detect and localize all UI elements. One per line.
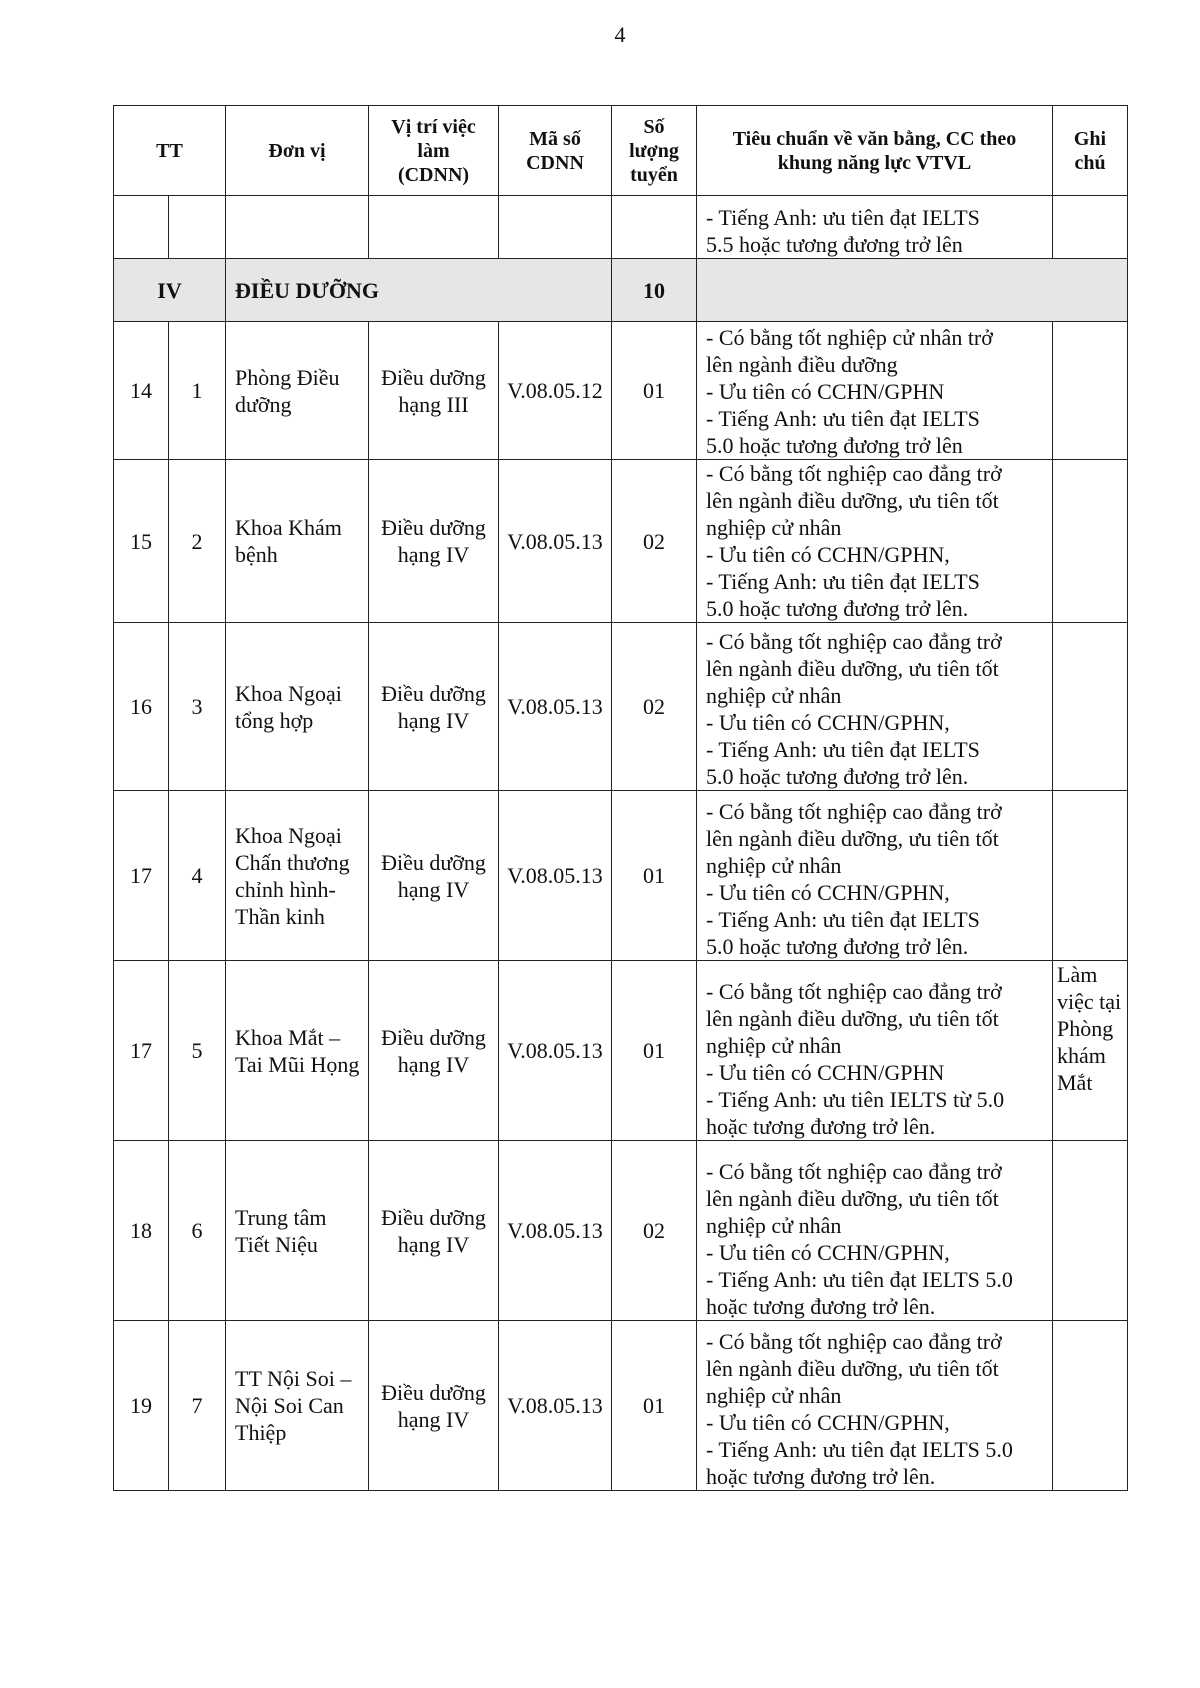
recruitment-table: [113, 105, 1128, 1491]
standard-line: - Tiếng Anh: ưu tiên đạt IELTS 5.0: [706, 1267, 1013, 1292]
continuation-standards: [697, 196, 1053, 259]
standard-line: nghiệp cử nhân: [706, 1033, 842, 1058]
standard-line: - Tiếng Anh: ưu tiên đạt IELTS 5.0: [706, 1437, 1013, 1462]
section-title: ĐIỀU DƯỠNG: [226, 259, 612, 322]
standard-line: hoặc tương đương trở lên.: [706, 1294, 936, 1319]
standard-line: lên ngành điều dưỡng, ưu tiên tốt: [706, 656, 999, 681]
standard-line: hoặc tương đương trở lên.: [706, 1464, 936, 1489]
header-vi-tri: Vị trí việc làm (CDNN): [369, 106, 499, 196]
cell-stt: 3: [169, 623, 226, 791]
cell-tieu-chuan: [697, 791, 1053, 961]
cell-don-vi: Khoa Ngoại Chấn thương chỉnh hình-Thần kinh: [226, 791, 369, 961]
cell-so-luong: 01: [612, 961, 697, 1141]
header-tieu-chuan: Tiêu chuẩn về văn bằng, CC theo khung năng lực VTVL: [697, 106, 1053, 196]
standard-line: - Ưu tiên có CCHN/GPHN,: [706, 1240, 950, 1265]
standard-line: hoặc tương đương trở lên.: [706, 1114, 936, 1139]
table-row: [114, 1141, 1128, 1321]
standard-line: - Có bằng tốt nghiệp cao đẳng trở: [706, 629, 1002, 654]
cell-tieu-chuan: [697, 961, 1053, 1141]
header-don-vi: Đơn vị: [226, 106, 369, 196]
standard-line: lên ngành điều dưỡng, ưu tiên tốt: [706, 826, 999, 851]
cell-ma-so: V.08.05.13: [499, 961, 612, 1141]
cell-ghi-chu: Làm việc tại Phòng khám Mắt: [1053, 961, 1128, 1141]
cell-so-luong: 02: [612, 1141, 697, 1321]
cell-ghi-chu: [1053, 623, 1128, 791]
standard-line: lên ngành điều dưỡng, ưu tiên tốt: [706, 488, 999, 513]
standard-line: nghiệp cử nhân: [706, 853, 842, 878]
standard-line: 5.0 hoặc tương đương trở lên.: [706, 596, 969, 621]
cell-ghi-chu: [1053, 1321, 1128, 1491]
cell-don-vi: Phòng Điều dưỡng: [226, 322, 369, 460]
section-count: 10: [612, 259, 697, 322]
cell-tieu-chuan: [697, 623, 1053, 791]
standard-line: - Tiếng Anh: ưu tiên đạt IELTS: [706, 406, 980, 431]
table-row: [114, 623, 1128, 791]
standard-line: - Có bằng tốt nghiệp cao đẳng trở: [706, 799, 1002, 824]
standard-line: 5.0 hoặc tương đương trở lên.: [706, 764, 969, 789]
table-row: [114, 460, 1128, 623]
cell-ghi-chu: [1053, 322, 1128, 460]
cell-so-luong: 01: [612, 322, 697, 460]
cell-vi-tri: Điều dưỡng hạng IV: [369, 460, 499, 623]
cell-so-luong: 02: [612, 623, 697, 791]
cell-tt: 17: [114, 961, 169, 1141]
cell-tt: 17: [114, 791, 169, 961]
standard-line: - Tiếng Anh: ưu tiên đạt IELTS: [706, 907, 980, 932]
cell-ghi-chu: [1053, 1141, 1128, 1321]
table-row: [114, 961, 1128, 1141]
cell-stt: 1: [169, 322, 226, 460]
cell-don-vi: TT Nội Soi – Nội Soi Can Thiệp: [226, 1321, 369, 1491]
cell-vi-tri: Điều dưỡng hạng IV: [369, 1141, 499, 1321]
standard-line: - Ưu tiên có CCHN/GPHN,: [706, 880, 950, 905]
cell-stt: 5: [169, 961, 226, 1141]
cell-tieu-chuan: [697, 1321, 1053, 1491]
standard-line: - Có bằng tốt nghiệp cao đẳng trở: [706, 1159, 1002, 1184]
standard-line: - Ưu tiên có CCHN/GPHN: [706, 379, 945, 404]
cell-stt: 4: [169, 791, 226, 961]
cell-ma-so: V.08.05.13: [499, 623, 612, 791]
cell-don-vi: Khoa Mắt – Tai Mũi Họng: [226, 961, 369, 1141]
standard-line: lên ngành điều dưỡng, ưu tiên tốt: [706, 1186, 999, 1211]
standard-line: 5.0 hoặc tương đương trở lên.: [706, 934, 969, 959]
table-row: [114, 791, 1128, 961]
cell-so-luong: 01: [612, 1321, 697, 1491]
table-row: [114, 322, 1128, 460]
cell-ma-so: V.08.05.13: [499, 1141, 612, 1321]
standard-line: - Ưu tiên có CCHN/GPHN,: [706, 710, 950, 735]
cell-tt: 16: [114, 623, 169, 791]
standard-line: - Có bằng tốt nghiệp cao đẳng trở: [706, 979, 1002, 1004]
standard-line: lên ngành điều dưỡng, ưu tiên tốt: [706, 1356, 999, 1381]
cell-ma-so: V.08.05.13: [499, 791, 612, 961]
cell-tt: 14: [114, 322, 169, 460]
standard-line: 5.0 hoặc tương đương trở lên: [706, 433, 963, 458]
header-tt: TT: [114, 106, 226, 196]
cell-tt: 15: [114, 460, 169, 623]
continuation-row: [114, 196, 1128, 259]
cell-stt: 6: [169, 1141, 226, 1321]
header-row: [114, 106, 1128, 196]
cell-tt: 18: [114, 1141, 169, 1321]
cell-ma-so: V.08.05.13: [499, 1321, 612, 1491]
header-so-luong: Số lượng tuyển: [612, 106, 697, 196]
standard-line: - Tiếng Anh: ưu tiên IELTS từ 5.0: [706, 1087, 1005, 1112]
cell-don-vi: Khoa Ngoại tổng hợp: [226, 623, 369, 791]
cell-vi-tri: Điều dưỡng hạng IV: [369, 961, 499, 1141]
cell-ghi-chu: [1053, 460, 1128, 623]
cell-tieu-chuan: [697, 1141, 1053, 1321]
standard-line: - Có bằng tốt nghiệp cao đẳng trở: [706, 1329, 1002, 1354]
standard-line: nghiệp cử nhân: [706, 515, 842, 540]
standard-line: - Ưu tiên có CCHN/GPHN: [706, 1060, 945, 1085]
standard-line: - Có bằng tốt nghiệp cử nhân trở: [706, 325, 993, 350]
standard-line: - Có bằng tốt nghiệp cao đẳng trở: [706, 461, 1002, 486]
header-ghi-chu: Ghi chú: [1053, 106, 1128, 196]
page-number: 4: [614, 22, 626, 47]
cell-tieu-chuan: [697, 322, 1053, 460]
standard-line: - Tiếng Anh: ưu tiên đạt IELTS: [706, 737, 980, 762]
standard-line: lên ngành điều dưỡng: [706, 352, 898, 377]
cell-ghi-chu: [1053, 791, 1128, 961]
standard-line: nghiệp cử nhân: [706, 1213, 842, 1238]
table-row: [114, 1321, 1128, 1491]
standard-line: - Ưu tiên có CCHN/GPHN,: [706, 542, 950, 567]
cell-vi-tri: Điều dưỡng hạng IV: [369, 1321, 499, 1491]
cell-tieu-chuan: [697, 460, 1053, 623]
header-ma-so: Mã số CDNN: [499, 106, 612, 196]
standard-line: lên ngành điều dưỡng, ưu tiên tốt: [706, 1006, 999, 1031]
cell-don-vi: Khoa Khám bệnh: [226, 460, 369, 623]
standard-line: 5.5 hoặc tương đương trở lên: [706, 232, 963, 257]
cell-stt: 2: [169, 460, 226, 623]
cell-don-vi: Trung tâm Tiết Niệu: [226, 1141, 369, 1321]
cell-so-luong: 02: [612, 460, 697, 623]
standard-line: - Tiếng Anh: ưu tiên đạt IELTS: [706, 205, 980, 230]
cell-so-luong: 01: [612, 791, 697, 961]
section-row: [114, 259, 1128, 322]
section-code: IV: [114, 259, 226, 322]
cell-vi-tri: Điều dưỡng hạng IV: [369, 791, 499, 961]
standard-line: nghiệp cử nhân: [706, 1383, 842, 1408]
cell-stt: 7: [169, 1321, 226, 1491]
cell-vi-tri: Điều dưỡng hạng III: [369, 322, 499, 460]
cell-vi-tri: Điều dưỡng hạng IV: [369, 623, 499, 791]
standard-line: nghiệp cử nhân: [706, 683, 842, 708]
cell-ma-so: V.08.05.12: [499, 322, 612, 460]
standard-line: - Tiếng Anh: ưu tiên đạt IELTS: [706, 569, 980, 594]
cell-ma-so: V.08.05.13: [499, 460, 612, 623]
cell-tt: 19: [114, 1321, 169, 1491]
standard-line: - Ưu tiên có CCHN/GPHN,: [706, 1410, 950, 1435]
